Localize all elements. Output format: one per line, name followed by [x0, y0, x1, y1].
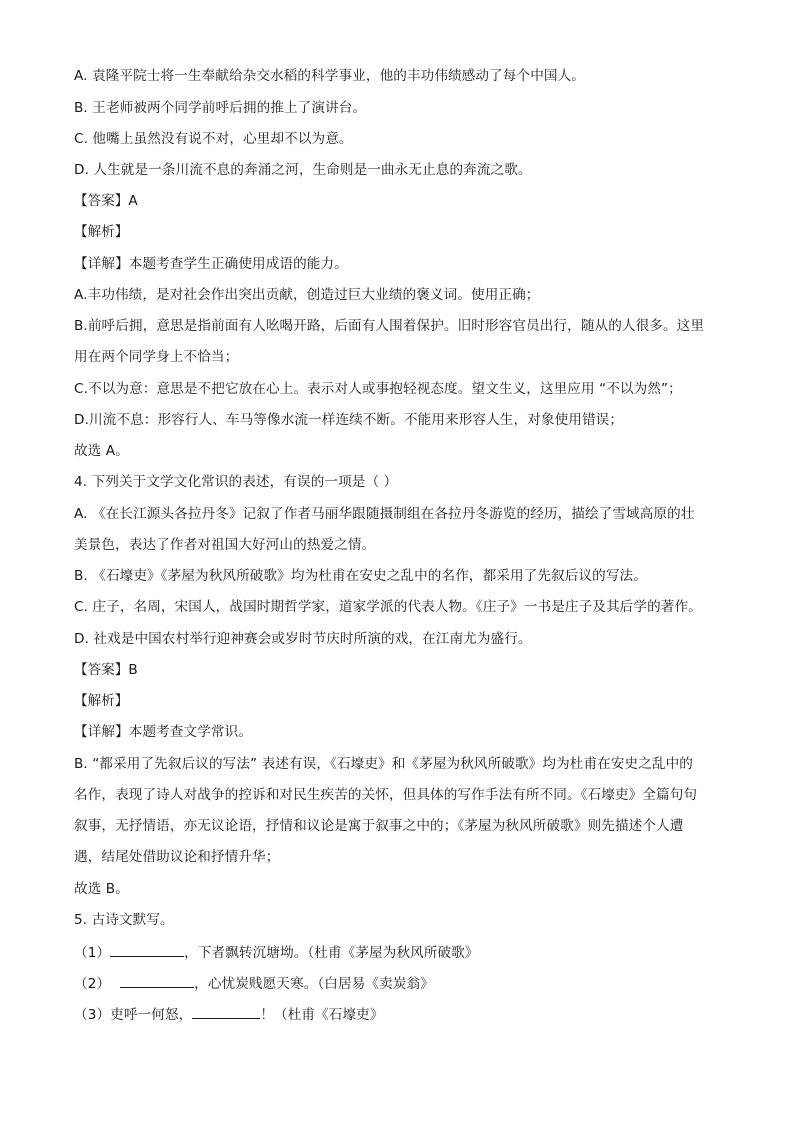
q4-detail-line: 遇，结尾处借助议论和抒情升华；	[74, 849, 280, 865]
q4-detail-line: 叙事，无抒情语，亦无议论语，抒情和议论是寓于叙事之中的；《茅屋为秋风所破歌》则先描述个人遭	[74, 818, 684, 834]
q3-answer: 【答案】A	[74, 193, 138, 209]
q5-answer-blank[interactable]	[192, 1003, 260, 1019]
q5-item-3	[74, 1003, 724, 1025]
q3-option-a: A. 袁隆平院士将一生奉献给杂交水稻的科学事业，他的丰功伟绩感动了每个中国人。	[74, 68, 585, 84]
q4-option-line: B. 《石壕吏》《茅屋为秋风所破歌》均为杜甫在安史之乱中的名作，都采用了先叙后议的写法。	[74, 568, 647, 584]
q5-item-2	[74, 972, 724, 994]
q4-detail-line: B. “都采用了先叙后议的写法” 表述有误，《石壕吏》和《茅屋为秋风所破歌》均为杜甫在安史之乱中的	[74, 756, 694, 772]
q5-item-number: （2）	[74, 976, 111, 992]
q5-answer-blank[interactable]	[110, 941, 184, 957]
q4-option-line: 美景色，表达了作者对祖国大好河山的热爱之情。	[74, 537, 376, 553]
q5-item-text: ，下者飘转沉塘坳。（杜甫《茅屋为秋风所破歌》	[184, 945, 479, 961]
q5-item-1	[74, 941, 724, 963]
q3-detail-line: 用在两个同学身上不恰当；	[74, 349, 239, 365]
q3-option-b: B. 王老师被两个同学前呼后拥的推上了演讲台。	[74, 100, 367, 116]
q5-answer-blank[interactable]	[120, 972, 194, 988]
q5-item-number: （1）	[74, 945, 111, 961]
q4-detail-line: 名作，表现了诗人对战争的控诉和对民生疾苦的关怀，但具体的写作手法有所不同。《石壕吏》全篇句句	[74, 787, 698, 803]
q5-item-number: （3）吏呼一何怒，	[74, 1007, 193, 1023]
q3-detail-line: D.川流不息：形容行人、车马等像水流一样连续不断。不能用来形容人生，对象使用错误；	[74, 412, 624, 428]
q5-stem: 5. 古诗文默写。	[74, 912, 174, 928]
q3-detail-line: 【详解】本题考查学生正确使用成语的能力。	[74, 256, 348, 272]
q4-detail-line: 故选 B。	[74, 881, 129, 897]
q3-detail-line: A.丰功伟绩，是对社会作出突出贡献，创造过巨大业绩的褒义词。使用正确；	[74, 287, 540, 303]
q4-option-line: A. 《在长江源头各拉丹冬》记叙了作者马丽华跟随摄制组在各拉丹冬游览的经历，描绘了雪域高原的壮	[74, 506, 695, 522]
q3-option-d: D. 人生就是一条川流不息的奔涌之河，生命则是一曲永无止息的奔流之歌。	[74, 162, 532, 178]
q4-analysis-title: 【解析】	[74, 693, 129, 709]
q4-answer: 【答案】B	[74, 662, 138, 678]
q5-item-text: ，心忧炭贱愿天寒。（白居易《卖炭翁》	[194, 976, 434, 992]
q3-analysis-title: 【解析】	[74, 224, 129, 240]
q3-detail-line: 故选 A。	[74, 443, 129, 459]
q4-detail-line: 【详解】本题考查文学常识。	[74, 724, 253, 740]
q4-stem: 4. 下列关于文学文化常识的表述，有误的一项是（ ）	[74, 474, 398, 490]
q3-detail-line: C.不以为意：意思是不把它放在心上。表示对人或事抱轻视态度。望文生义，这里应用 “不以为然”；	[74, 381, 682, 397]
q3-detail-line: B.前呼后拥，意思是指前面有人吆喝开路，后面有人围着保护。旧时形容官员出行，随从的人很多。这里	[74, 318, 705, 334]
q3-option-c: C. 他嘴上虽然没有说不对，心里却不以为意。	[74, 131, 353, 147]
q4-option-line: D. 社戏是中国农村举行迎神赛会或岁时节庆时所演的戏，在江南尤为盛行。	[74, 631, 532, 647]
q4-option-line: C. 庄子，名周，宋国人，战国时期哲学家，道家学派的代表人物。《庄子》一书是庄子及其后学的著作。	[74, 599, 702, 615]
q5-item-text: ！（杜甫《石壕吏》	[260, 1007, 384, 1023]
